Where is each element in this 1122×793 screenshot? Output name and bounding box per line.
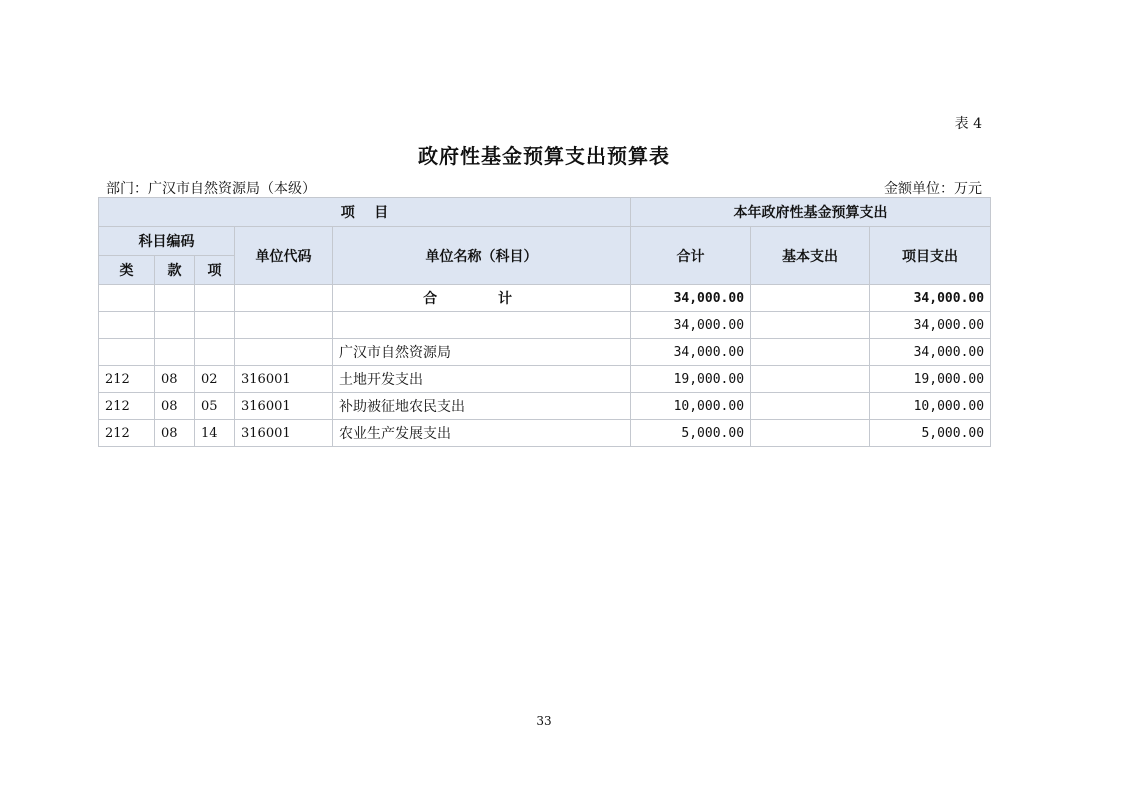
cell-unit-code: 316001 <box>235 366 333 393</box>
cell-basic-expense <box>751 366 870 393</box>
cell-category: 212 <box>99 420 155 447</box>
cell-project-expense: 5,000.00 <box>870 420 991 447</box>
cell-total: 34,000.00 <box>631 312 751 339</box>
cell-section <box>155 312 195 339</box>
cell-category: 212 <box>99 393 155 420</box>
table-row <box>99 420 991 447</box>
cell-item: 14 <box>195 420 235 447</box>
cell-item: 02 <box>195 366 235 393</box>
cell-basic-expense <box>751 420 870 447</box>
cell-category <box>99 285 155 312</box>
cell-item <box>195 285 235 312</box>
header-project-expense: 项目支出 <box>870 227 991 285</box>
header-budget-group: 本年政府性基金预算支出 <box>631 198 991 227</box>
table-row <box>99 339 991 366</box>
cell-total: 34,000.00 <box>631 285 751 312</box>
header-unit-code: 单位代码 <box>235 227 333 285</box>
cell-section <box>155 339 195 366</box>
budget-table <box>98 197 991 447</box>
cell-total: 5,000.00 <box>631 420 751 447</box>
cell-unit-name: 土地开发支出 <box>333 366 631 393</box>
cell-category: 212 <box>99 366 155 393</box>
cell-unit-code: 316001 <box>235 393 333 420</box>
header-basic-expense: 基本支出 <box>751 227 870 285</box>
cell-total: 10,000.00 <box>631 393 751 420</box>
cell-section: 08 <box>155 366 195 393</box>
page-number: 33 <box>536 714 552 728</box>
cell-section <box>155 285 195 312</box>
table-row <box>99 312 991 339</box>
department-label: 部门：广汉市自然资源局（本级） <box>106 181 316 197</box>
cell-basic-expense <box>751 312 870 339</box>
cell-total: 19,000.00 <box>631 366 751 393</box>
cell-item: 05 <box>195 393 235 420</box>
header-total: 合计 <box>631 227 751 285</box>
document-title: 政府性基金预算支出预算表 <box>418 144 670 168</box>
cell-basic-expense <box>751 339 870 366</box>
cell-unit-code <box>235 285 333 312</box>
amount-unit-label: 金额单位：万元 <box>884 181 982 197</box>
cell-unit-name: 农业生产发展支出 <box>333 420 631 447</box>
cell-item <box>195 339 235 366</box>
cell-unit-name: 合 计 <box>333 285 631 312</box>
cell-item <box>195 312 235 339</box>
table-row <box>99 393 991 420</box>
header-category: 类 <box>99 256 155 285</box>
table-label: 表 4 <box>954 116 982 132</box>
cell-project-expense: 34,000.00 <box>870 285 991 312</box>
cell-section: 08 <box>155 393 195 420</box>
header-item-group: 项 目 <box>99 198 631 227</box>
cell-basic-expense <box>751 285 870 312</box>
cell-unit-name: 广汉市自然资源局 <box>333 339 631 366</box>
header-subject-code: 科目编码 <box>99 227 235 256</box>
cell-section: 08 <box>155 420 195 447</box>
cell-unit-name: 补助被征地农民支出 <box>333 393 631 420</box>
cell-unit-code <box>235 312 333 339</box>
header-item: 项 <box>195 256 235 285</box>
cell-category <box>99 312 155 339</box>
cell-project-expense: 34,000.00 <box>870 312 991 339</box>
cell-project-expense: 19,000.00 <box>870 366 991 393</box>
cell-unit-name <box>333 312 631 339</box>
cell-unit-code: 316001 <box>235 420 333 447</box>
cell-basic-expense <box>751 393 870 420</box>
cell-project-expense: 10,000.00 <box>870 393 991 420</box>
cell-category <box>99 339 155 366</box>
header-unit-name: 单位名称（科目） <box>333 227 631 285</box>
cell-project-expense: 34,000.00 <box>870 339 991 366</box>
table-row-total <box>99 285 991 312</box>
table-row <box>99 366 991 393</box>
cell-total: 34,000.00 <box>631 339 751 366</box>
header-section: 款 <box>155 256 195 285</box>
cell-unit-code <box>235 339 333 366</box>
